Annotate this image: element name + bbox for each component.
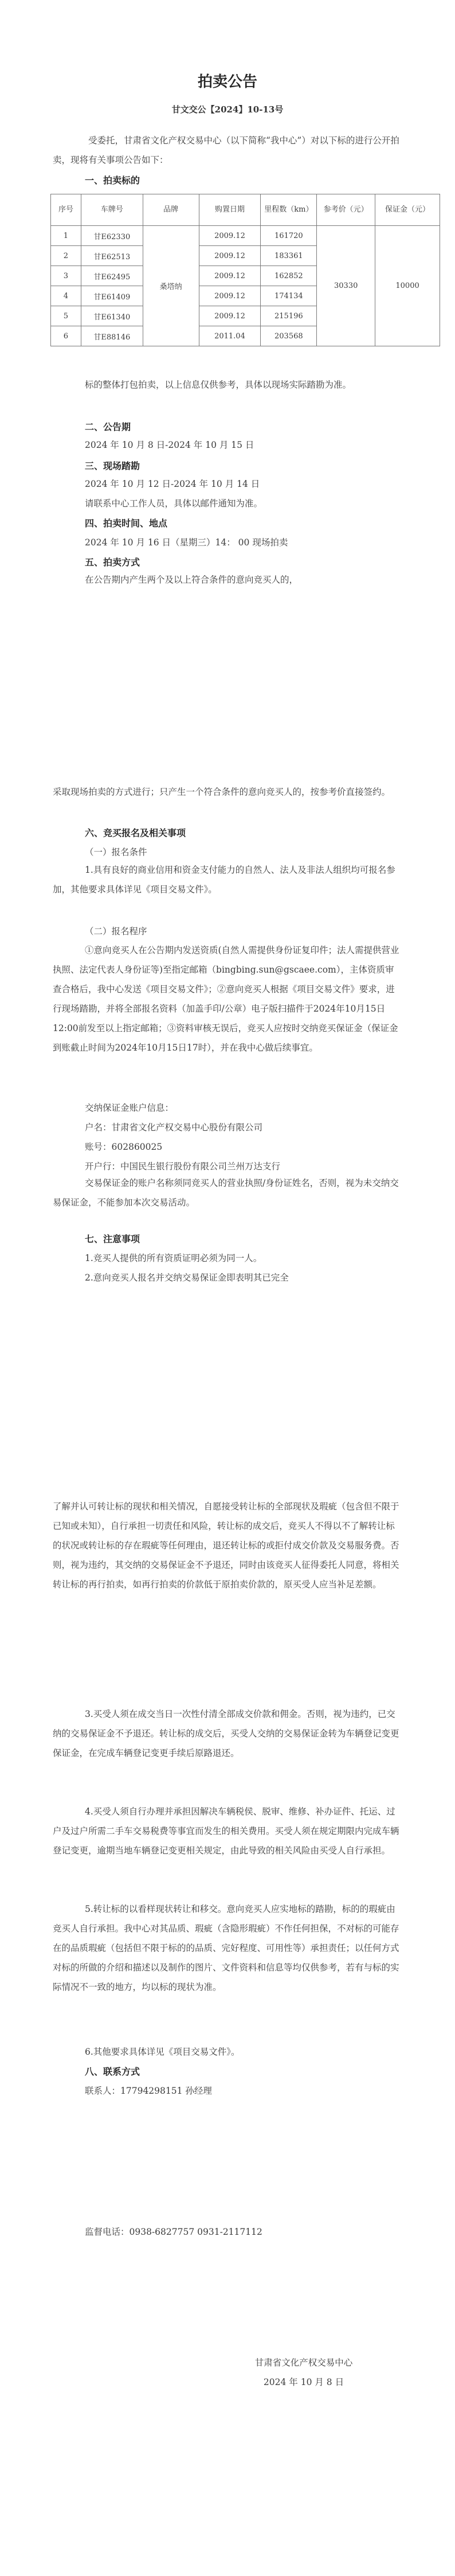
- cell-date: 2009.12: [199, 286, 261, 306]
- cell-index: 2: [51, 246, 81, 266]
- header-brand: 品牌: [143, 194, 199, 226]
- cell-index: 3: [51, 266, 81, 286]
- table-header-row: [51, 194, 440, 226]
- issue-date: 2024 年 10 月 8 日: [263, 2377, 344, 2387]
- cell-mileage: 162852: [261, 266, 317, 286]
- survey-time: 2024 年 10 月 12 日-2024 年 10 月 14 日: [85, 479, 260, 489]
- table-row: [51, 226, 440, 246]
- account-number: 账号：602860025: [85, 1142, 163, 1152]
- table-note-paragraph: 标的整体打包拍卖，以上信息仅供参考，具体以现场实际踏勘为准。: [85, 380, 352, 390]
- announcement-period: 2024 年 10 月 8 日-2024 年 10 月 15 日: [85, 440, 254, 450]
- header-plate: 车牌号: [81, 194, 143, 226]
- account-info-heading: 交纳保证金账户信息：: [85, 1103, 174, 1113]
- cell-mileage: 161720: [261, 226, 317, 246]
- issuer-organization: 甘肃省文化产权交易中心: [254, 2358, 353, 2368]
- section-heading-signup: 六、竞买报名及相关事项: [85, 828, 186, 838]
- header-mileage: 里程数（km）: [261, 194, 317, 226]
- method-paragraph-continued: 采取现场拍卖的方式进行；只产生一个符合条件的意向竞买人的，按参考价直接签约。: [53, 787, 391, 797]
- section-heading-items: 一、拍卖标的: [85, 175, 140, 186]
- note-2-continued: 了解并认可转让标的现状和相关情况，自愿接受转让标的全部现状及瑕疵（包含但不限于已知或未知），自行承担一切责任和风险，转让标的成交后，竞买人不得以不了解转让标的状况或转让标的存在瑕疵等任何理由，退还转让标的或拒付成交价款及交易服务费。否则，视为违约，其交纳的交易保证金不予退还，同时由该竞买人征得委托人同意，将相关转让标的再行拍卖，如再行拍卖的价款低于原拍卖价款的，原买受人应当补足差额。: [53, 1501, 399, 1590]
- cell-plate: 甘E62330: [81, 226, 143, 246]
- cell-reference-price: 30330: [317, 226, 375, 346]
- cell-index: 1: [51, 226, 81, 246]
- cell-plate: 甘E62495: [81, 266, 143, 286]
- cell-plate: 甘E62513: [81, 246, 143, 266]
- contact-person: 联系人：17794298151 孙经理: [85, 2086, 212, 2096]
- cell-mileage: 203568: [261, 326, 317, 346]
- note-5: 5.转让标的以看样现状转让和移交。意向竞买人应实地标的踏勘，标的的瑕疵由竞买人自行承担。我中心对其品质、瑕疵（含隐形瑕疵）不作任何担保，不对标的可能存在的品质瑕疵（包括但不限于标的的品质、完好程度、可用性等）承担责任；以任何方式对标的所做的介绍和描述以及制作的图片、文件资料和信息等均仅供参考，若有与标的实际情况不一致的地方，均以标的现状为准。: [53, 1904, 399, 1992]
- cell-plate: 甘E61409: [81, 286, 143, 306]
- cell-plate: 甘E61340: [81, 306, 143, 326]
- auction-time-place: 2024 年 10 月 16 日（星期三）14： 00 现场拍卖: [85, 537, 288, 548]
- document-number: 甘文交公【2024】10-13号: [171, 104, 284, 115]
- survey-note: 请联系中心工作人员，具体以邮件通知为准。: [85, 498, 263, 509]
- section-heading-survey: 三、现场踏勘: [85, 460, 140, 471]
- section-heading-auction-time: 四、拍卖时间、地点: [85, 518, 168, 529]
- cell-mileage: 183361: [261, 246, 317, 266]
- section-heading-contact: 八、联系方式: [85, 2066, 140, 2077]
- cell-date: 2009.12: [199, 226, 261, 246]
- cell-date: 2011.04: [199, 326, 261, 346]
- signup-conditions-text: 1.具有良好的商业信用和资金支付能力的自然人、法人及非法人组织均可报名参加，其他要求具体详见《项目交易文件》。: [53, 865, 395, 895]
- cell-deposit: 10000: [375, 226, 440, 346]
- note-1: 1.竞买人提供的所有资质证明必须为同一人。: [85, 1253, 262, 1263]
- page-title: 拍卖公告: [197, 73, 257, 91]
- cell-mileage: 215196: [261, 306, 317, 326]
- note-6: 6.其他要求具体详见《项目交易文件》。: [85, 2047, 240, 2057]
- cell-date: 2009.12: [199, 266, 261, 286]
- supervision-phone: 监督电话：0938-6827757 0931-2117112: [85, 2227, 262, 2237]
- section-heading-notes: 七、注意事项: [85, 1234, 140, 1244]
- cell-index: 5: [51, 306, 81, 326]
- deposit-account-note: 交易保证金的账户名称须同竞买人的营业执照/身份证姓名，否则，视为未交纳交易保证金，不能参加本次交易活动。: [53, 1178, 399, 1208]
- account-name: 户名：甘肃省文化产权交易中心股份有限公司: [85, 1122, 263, 1133]
- section-heading-method: 五、拍卖方式: [85, 557, 140, 568]
- cell-date: 2009.12: [199, 306, 261, 326]
- cell-index: 4: [51, 286, 81, 306]
- signup-procedure-heading: （二）报名程序: [85, 926, 147, 936]
- header-reference-price: 参考价（元）: [317, 194, 375, 226]
- note-4: 4.买受人须自行办理并承担因解决车辆税侯、脱审、维修、补办证件、托运、过户及过户所需二手车交易税费等事宜而发生的相关费用。买受人须在规定期限内完成车辆登记变更，逾期当地车辆登记变更相关规定，由此导致的相关风险由买受人自行承担。: [53, 1806, 399, 1856]
- method-paragraph-start: 在公告期内产生两个及以上符合条件的意向竞买人的，: [85, 575, 299, 585]
- cell-date: 2009.12: [199, 246, 261, 266]
- account-bank: 开户行：中国民生银行股份有限公司兰州万达支行: [85, 1161, 281, 1172]
- cell-index: 6: [51, 326, 81, 346]
- intro-paragraph: 受委托，甘肃省文化产权交易中心（以下简称“我中心”）对以下标的进行公开拍卖，现将有关事项公告如下：: [53, 135, 399, 165]
- signup-procedure-text: ①意向竞买人在公告期内发送资质(自然人需提供身份证复印件；法人需提供营业执照、法定代表人身份证等)至指定邮箱（bingbing.sun@gscaee.com），主体资质审查合格后，我中心发送《项目交易文件》；②意向竞买人根据《项目交易文件》要求，进行现场踏勘，并将全部报名资料（加盖手印/公章）电子版扫描件于2024年10月15日12:00前发至以上指定邮箱；③资料审核无误后，竞买人应按时交纳竞买保证金（保证金到账截止时间为2024年10月15日17时），并在我中心做后续事宜。: [53, 945, 399, 1053]
- cell-mileage: 174134: [261, 286, 317, 306]
- section-heading-period: 二、公告期: [85, 421, 131, 432]
- signup-conditions-heading: （一）报名条件: [85, 847, 147, 857]
- header-deposit: 保证金（元）: [375, 194, 440, 226]
- header-purchase-date: 购置日期: [199, 194, 261, 226]
- auction-items-table: [50, 194, 440, 346]
- cell-plate: 甘E88146: [81, 326, 143, 346]
- note-3: 3.买受人须在成交当日一次性付清全部成交价款和佣金。否则，视为违约，已交纳的交易保证金不予退还。转让标的成交后，买受人交纳的交易保证金转为车辆登记变更保证金，在完成车辆登记变更手续后原路退还。: [53, 1709, 399, 1758]
- note-2-start: 2.意向竞买人报名并交纳交易保证金即表明其已完全: [85, 1273, 289, 1283]
- cell-brand: 桑塔纳: [143, 226, 199, 346]
- header-index: 序号: [51, 194, 81, 226]
